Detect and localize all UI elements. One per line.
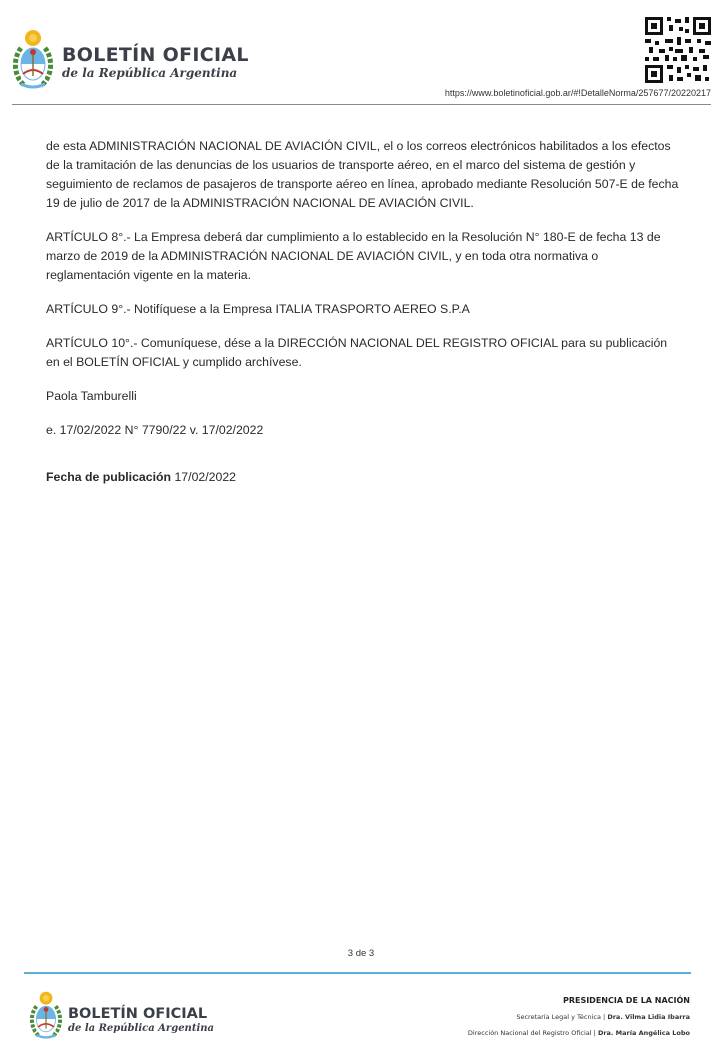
- brand-title: BOLETÍN OFICIAL: [62, 44, 249, 66]
- publication-date-line: [46, 468, 682, 487]
- direccion-office: Dirección Nacional del Registro Oficial: [467, 1029, 592, 1037]
- footer-credits: [468, 996, 690, 1037]
- edition-reference: e. 17/02/2022 N° 7790/22 v. 17/02/2022: [46, 423, 264, 437]
- footer-divider: [24, 972, 691, 974]
- footer-credit-line-1: [468, 1013, 690, 1021]
- publication-date-value: 17/02/2022: [174, 470, 237, 484]
- secretaria-office: Secretaría Legal y Técnica: [516, 1013, 601, 1021]
- escudo-icon: [30, 988, 62, 1042]
- paragraph-continuation: de esta ADMINISTRACIÓN NACIONAL DE AVIACIÓN CIVIL, el o los correos electrónicos habilitados a los efectos de la tramitación de las denuncias de los usuarios de transporte aéreo, en el marco del sistema de gestión y seguimiento de reclamos de pasajeros de transporte aéreo en línea, aprobado mediante Resolución 507-E de fecha 19 de julio de 2017 de la ADMINISTRACIÓN NACIONAL DE AVIACIÓN CIVIL.: [46, 139, 679, 210]
- footer-credit-line-2: [468, 1029, 690, 1037]
- article-10: ARTÍCULO 10°.- Comuníquese, dése a la DIRECCIÓN NACIONAL DEL REGISTRO OFICIAL para su publicación en el BOLETÍN OFICIAL y cumplido archívese.: [46, 336, 668, 369]
- footer-brand-subtitle: de la República Argentina: [68, 1023, 214, 1034]
- escudo-icon: [13, 26, 53, 92]
- direccion-name: Dra. María Angélica Lobo: [597, 1029, 690, 1037]
- header-divider: [12, 104, 711, 105]
- credit-separator: |: [593, 1029, 596, 1037]
- publication-date-label: Fecha de publicación: [46, 470, 172, 484]
- article-9: ARTÍCULO 9°.- Notifíquese a la Empresa ITALIA TRASPORTO AEREO S.P.A: [46, 302, 470, 316]
- document-url[interactable]: https://www.boletinoficial.gob.ar/#!DetalleNorma/257677/20220217: [444, 88, 711, 98]
- brand-subtitle: de la República Argentina: [62, 66, 238, 80]
- secretaria-name: Dra. Vilma Lidia Ibarra: [607, 1013, 690, 1021]
- credit-separator: |: [603, 1013, 606, 1021]
- page-number: 3 de 3: [347, 948, 375, 959]
- qr-code-icon[interactable]: [645, 17, 711, 83]
- page-header: [0, 0, 722, 110]
- article-8: ARTÍCULO 8°.- La Empresa deberá dar cumplimiento a lo establecido en la Resolución N° 180-E de fecha 13 de marzo de 2019 de la ADMINISTRACIÓN NACIONAL DE AVIACIÓN CIVIL, y en toda otra normativa o reglamentación vigente en la materia.: [46, 230, 661, 282]
- presidencia-label: PRESIDENCIA DE LA NACIÓN: [562, 996, 690, 1005]
- footer-brand-title: BOLETÍN OFICIAL: [68, 1006, 208, 1022]
- signatory-name: Paola Tamburelli: [46, 389, 137, 403]
- document-body: [46, 137, 682, 502]
